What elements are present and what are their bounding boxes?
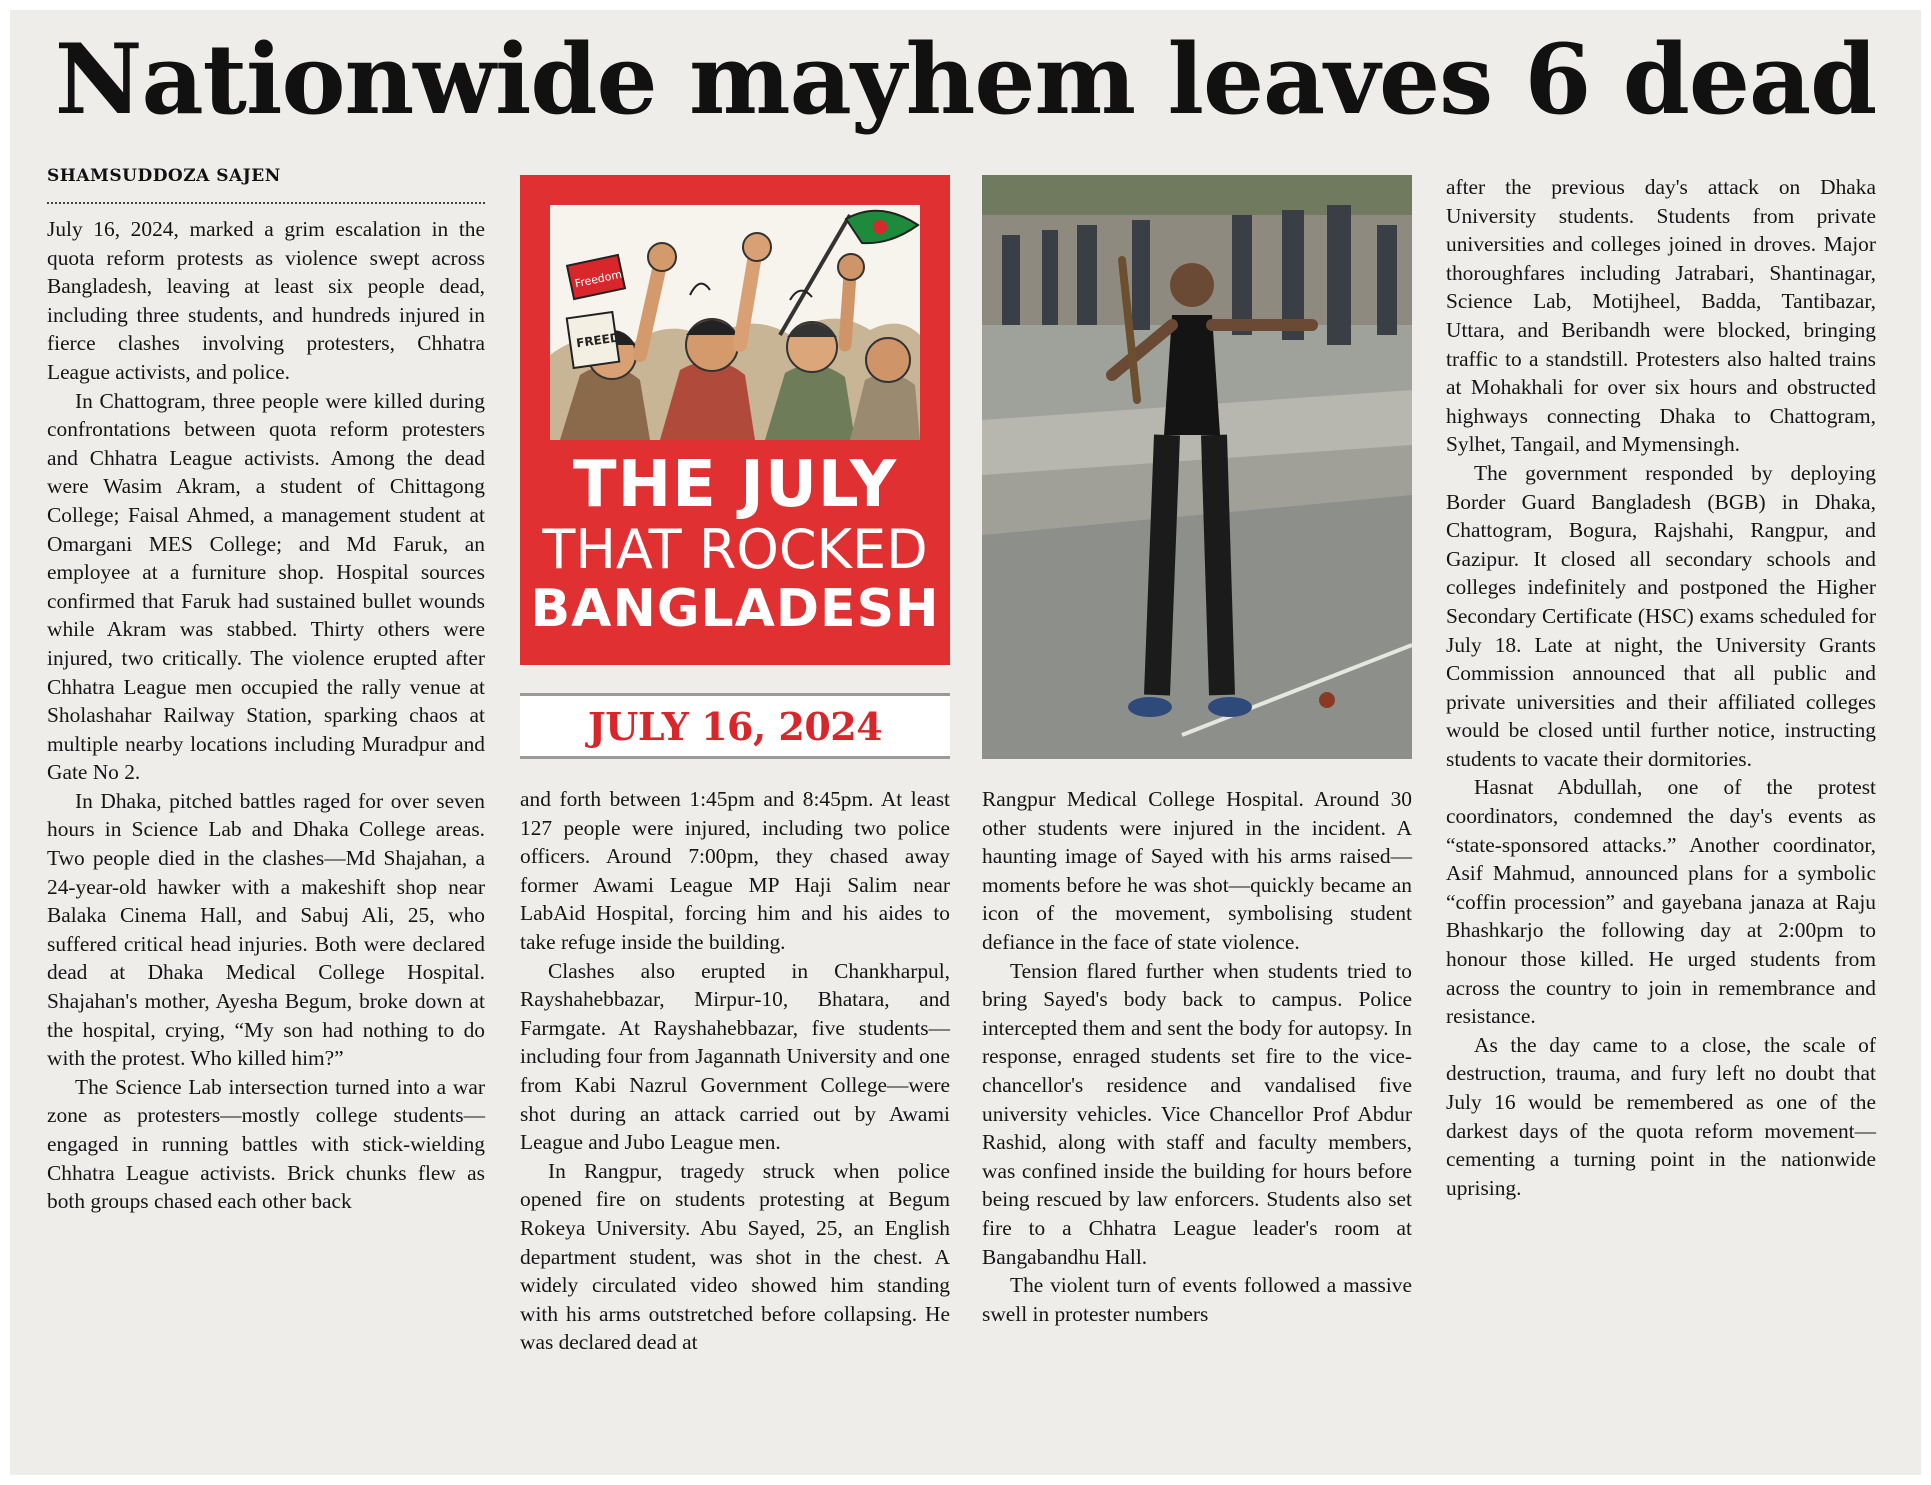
date-label: JULY 16, 2024 (587, 704, 883, 749)
paragraph: Rangpur Medical College Hospital. Around 30 other students were injured in the incident. A haunting image of Sayed with his arms raised—moments before he was shot—quickly became an icon of the movement, symbolising student defiance in the face of state violence. (982, 787, 1412, 954)
protest-illustration (550, 205, 920, 440)
paragraph: Clashes also erupted in Chankharpul, Rayshahebbazar, Mirpur-10, Bhatara, and Farmgate. At Rayshahebbazar, five students—including four from Jagannath University and one from Kabi Nazrul Government College—were shot during an attack carried out by Awami League and Jubo League men. (520, 958, 950, 1155)
promo-title-line-2: THAT ROCKED (542, 518, 928, 581)
article-column-1 (47, 215, 485, 1445)
date-band (520, 693, 950, 759)
byline-divider (47, 202, 485, 204)
byline: SHAMSUDDOZA SAJEN (47, 166, 281, 186)
paragraph: In Chattogram, three people were killed during confrontations between quota reform protesters and Chhatra League activists. Among the dead were Wasim Akram, a student of Chittagong College; Faisal Ahmed, a management student at Omargani MES College; and Md Faruk, an employee at a furniture shop. Hospital sources confirmed that Faruk had sustained bullet wounds while Akram was stabbed. Thirty others were injured, two critically. The violence erupted after Chhatra League men occupied the rally venue at Sholashahar Railway Station, sparking chaos at multiple nearby locations including Muradpur and Gate No 2. (47, 388, 485, 785)
news-photo (982, 175, 1412, 759)
paragraph: In Rangpur, tragedy struck when police opened fire on students protesting at Begum Rokeya University. Abu Sayed, 25, an English department student, was shot in the chest. A widely circulated video showed him standing with his arms outstretched before collapsing. He was declared dead at (520, 1158, 950, 1355)
article-column-2 (520, 785, 950, 1445)
paragraph: after the previous day's attack on Dhaka University students. Students from private universities and colleges joined in droves. Major thoroughfares including Jatrabari, Shantinagar, Science Lab, Motijheel, Badda, Tantibazar, Uttara, and Beribandh were blocked, bringing traffic to a standstill. Protesters also halted trains at Mohakhali for over six hours and obstructed highways connecting Dhaka to Chattogram, Sylhet, Tangail, and Mymensingh. (1446, 175, 1876, 457)
paragraph: As the day came to a close, the scale of destruction, trauma, and fury left no doubt that July 16 would be remembered as one of the darkest days of the quota reform movement—cementing a turning point in the nationwide uprising. (1446, 1032, 1876, 1200)
placard-text-2: FREED (575, 330, 621, 351)
headline: Nationwide mayhem leaves 6 dead (54, 23, 1877, 136)
placard-text-1: Freedom (573, 267, 624, 291)
paragraph: Hasnat Abdullah, one of the protest coordinators, condemned the day's events as “state-sponsored attacks.” Another coordinator, Asif Mahmud, announced plans for a symbolic “coffin procession” and gayebana janaza at Raju Bhashkarjo the following day at 2:00pm to honour those killed. He urged students from across the country to join in remembrance and resistance. (1446, 775, 1876, 1029)
illustration-art (550, 205, 920, 440)
paragraph: July 16, 2024, marked a grim escalation in the quota reform protests as violence swept across Bangladesh, leaving at least six people dead, including three students, and hundreds injured in fierce clashes involving protesters, Chhatra League activists, and police. (47, 217, 485, 384)
paragraph: The Science Lab intersection turned into a war zone as protesters—mostly college students—engaged in running battles with stick-wielding Chhatra League activists. Brick chunks flew as both groups chased each other back (47, 1074, 485, 1214)
paragraph: and forth between 1:45pm and 8:45pm. At least 127 people were injured, including two police officers. Around 7:00pm, they chased away former Awami League MP Haji Salim near LabAid Hospital, forcing him and his aides to take refuge inside the building. (520, 787, 950, 954)
promo-title-line-3: BANGLADESH (530, 579, 940, 639)
paragraph: The violent turn of events followed a massive swell in protester numbers (982, 1273, 1412, 1326)
paragraph: The government responded by deploying Border Guard Bangladesh (BGB) in Dhaka, Chattogram, Bogura, Rajshahi, Rangpur, and Gazipur. It closed all secondary schools and colleges indefinitely and postponed the Higher Secondary Certificate (HSC) exams scheduled for July 18. Late at night, the University Grants Commission announced that all public and private universities and their affiliated colleges would be closed until further notice, instructing students to vacate their dormitories. (1446, 460, 1876, 771)
article-column-3 (982, 785, 1412, 1445)
photo-art (982, 175, 1412, 759)
paragraph: Tension flared further when students tried to bring Sayed's body back to campus. Police intercepted them and sent the body for autopsy. In response, enraged students set fire to the vice-chancellor's residence and vandalised five university vehicles. Vice Chancellor Prof Abdur Rashid, along with staff and faculty members, was confined inside the building for hours before being rescued by law enforcers. Students also set fire to a Chhatra League leader's room at Bangabandhu Hall. (982, 958, 1412, 1269)
promo-title-line-1: THE JULY (572, 448, 898, 522)
promo-box (520, 175, 950, 665)
article-column-4 (1446, 173, 1876, 1445)
paragraph: In Dhaka, pitched battles raged for over seven hours in Science Lab and Dhaka College areas. Two people died in the clashes—Md Shajahan, a 24-year-old hawker with a makeshift shop near Balaka Cinema Hall, and Sabuj Ali, 25, who suffered critical head injuries. Both were declared dead at Dhaka Medical College Hospital. Shajahan's mother, Ayesha Begum, broke down at the hospital, crying, “My son had nothing to do with the protest. Who killed him?” (47, 788, 485, 1071)
